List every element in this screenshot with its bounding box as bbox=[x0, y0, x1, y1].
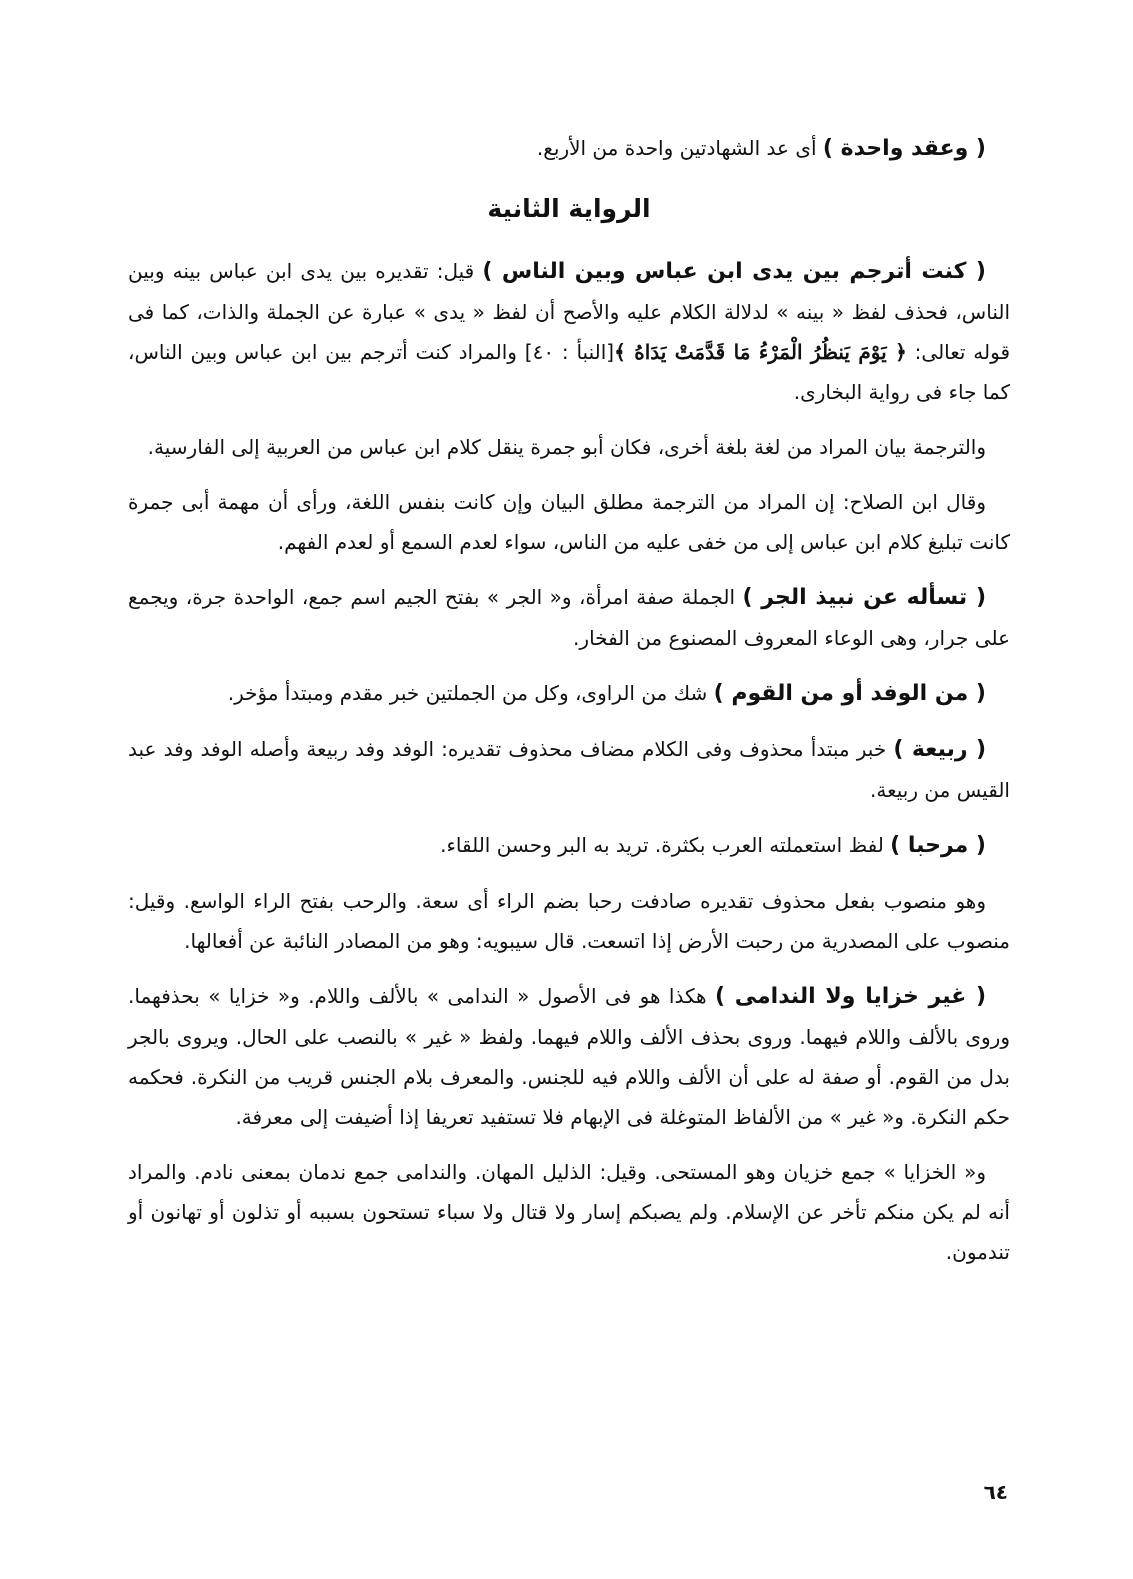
paragraph-nabidh-jarr bbox=[128, 577, 1010, 658]
paragraph-kunt-utarjim bbox=[128, 251, 1010, 412]
paragraph-text: أى عد الشهادتين واحدة من الأربع. bbox=[536, 136, 823, 160]
paragraph-wafd-qawm bbox=[128, 673, 1010, 714]
paragraph-ghayr-khazaya bbox=[128, 976, 1010, 1137]
lead-term: ( كنت أترجم بين يدى ابن عباس وبين الناس ) bbox=[482, 259, 986, 284]
paragraph-text: والترجمة بيان المراد من لغة بلغة أخرى، فكان أبو جمرة ينقل كلام ابن عباس من العربية إلى الفارسية. bbox=[147, 435, 986, 459]
paragraph-text: شك من الراوى، وكل من الجملتين خبر مقدم ومبتدأ مؤخر. bbox=[227, 681, 714, 705]
paragraph-khazaya bbox=[128, 1152, 1010, 1272]
lead-term: ( غير خزايا ولا الندامى ) bbox=[715, 984, 987, 1009]
page-number: ٦٤ bbox=[983, 1480, 1008, 1504]
lead-term: ( وعقد واحدة ) bbox=[822, 136, 986, 161]
paragraph-tarjama bbox=[128, 427, 1010, 467]
page-body bbox=[128, 128, 1010, 1287]
paragraph-text: هكذا هو فى الأصول « الندامى » بالألف واللام. و« خزايا » بحذفهما. وروى بالألف واللام فيهما. وروى بحذف الألف واللام فيهما. ولفظ « غير » بالنصب على الحال. ويروى بالجر بدل من القوم. أو صفة له على أن الألف واللام فيه للجنس. والمعرف بلام الجنس قريب من النكرة. فحكمه حكم النكرة. و« غير » من الألفاظ المتوغلة فى الإبهام فلا تستفيد تعريفا إذا أضيفت إلى معرفة. bbox=[128, 984, 1010, 1129]
paragraph-text: وقال ابن الصلاح: إن المراد من الترجمة مطلق البيان وإن كانت بنفس اللغة، ورأى أن مهمة أبى جمرة كانت تبليغ كلام ابن عباس إلى من خفى عليه من الناس، سواء لعدم السمع أو لعدم الفهم. bbox=[128, 490, 1010, 554]
section-heading: الرواية الثانية bbox=[487, 194, 651, 223]
paragraph-text: و« الخزايا » جمع خزيان وهو المستحى. وقيل: الذليل المهان. والندامى جمع ندمان بمعنى نادم. والمراد أنه لم يكن منكم تأخر عن الإسلام. ولم يصبكم إسار ولا قتال ولا سباء تستحون بسببه أو تذلون أو تهانون أو تندمون. bbox=[128, 1160, 1010, 1264]
lead-term: ( ربيعة ) bbox=[893, 737, 987, 762]
paragraph-text: وهو منصوب بفعل محذوف تقديره صادفت رحبا بضم الراء أى سعة. والرحب بفتح الراء الواسع. وقيل: منصوب على المصدرية من رحبت الأرض إذا اتسعت. قال سيبويه: وهو من المصادر النائبة عن أفعالها. bbox=[128, 889, 1010, 953]
paragraph-text: خبر مبتدأ محذوف وفى الكلام مضاف محذوف تقديره: الوفد وفد ربيعة وأصله الوفد وفد عبد القيس من ربيعة. bbox=[128, 737, 1010, 802]
paragraph-text: لفظ استعملته العرب بكثرة. تريد به البر وحسن اللقاء. bbox=[440, 833, 891, 857]
lead-term: ( من الوفد أو من القوم ) bbox=[713, 681, 986, 706]
paragraph-rabia bbox=[128, 729, 1010, 810]
quran-verse: ﴿ يَوْمَ يَنظُرُ الْمَرْءُ مَا قَدَّمَتْ يَدَاهُ ﴾ bbox=[614, 340, 907, 364]
lead-term: ( مرحبا ) bbox=[890, 833, 986, 858]
paragraph-marhaban bbox=[128, 825, 1010, 866]
paragraph-mansub bbox=[128, 881, 1010, 961]
lead-term: ( تسأله عن نبيذ الجر ) bbox=[742, 585, 986, 610]
paragraph-wa-aqd bbox=[128, 128, 1010, 169]
paragraph-text-continued: [النبأ : ٤٠] والمراد كنت أترجم بين ابن عباس وبين الناس، كما جاء فى رواية البخارى. bbox=[128, 340, 1010, 404]
paragraph-ibn-salah bbox=[128, 482, 1010, 562]
paragraph-text: قيل: تقديره بين يدى ابن عباس بينه وبين الناس، فحذف لفظ « بينه » لدلالة الكلام عليه والأصح أن لفظ « يدى » عبارة عن الجملة والذات، كما فى قوله تعالى: bbox=[128, 259, 1011, 364]
paragraph-text: الجملة صفة امرأة، و« الجر » بفتح الجيم اسم جمع، الواحدة جرة، ويجمع على جرار، وهى الوعاء المعروف المصنوع من الفخار. bbox=[128, 585, 1010, 650]
